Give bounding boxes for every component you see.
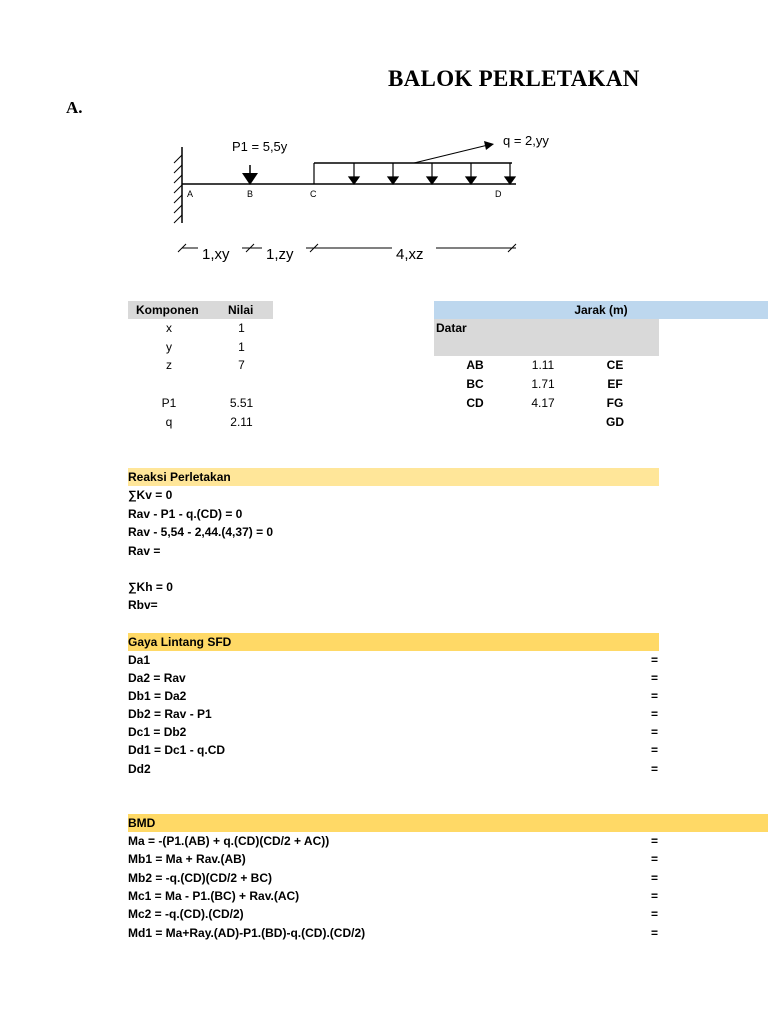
nilai-cell: 2.11	[230, 415, 253, 429]
sfd-line: Db1 = Da2	[128, 689, 187, 703]
datar-header: Datar	[436, 321, 467, 335]
dim-ab-label: 1,xy	[202, 246, 230, 263]
jarak-segment-2: EF	[607, 377, 623, 391]
bmd-line: Mc2 = -q.(CD).(CD/2)	[128, 907, 244, 921]
point-b-label: B	[247, 189, 254, 199]
sfd-equals: =	[651, 762, 659, 776]
reaksi-line: ∑Kh = 0	[128, 580, 173, 594]
bmd-line: Ma = -(P1.(AB) + q.(CD)(CD/2 + AC))	[128, 834, 330, 848]
komponen-cell: P1	[161, 396, 177, 410]
komponen-col-header: Komponen	[136, 303, 199, 317]
bmd-equals: =	[651, 834, 659, 848]
reaksi-header: Reaksi Perletakan	[128, 468, 659, 486]
reaksi-line: Rbv=	[128, 598, 158, 612]
sfd-line: Db2 = Rav - P1	[128, 707, 212, 721]
sfd-equals: =	[651, 707, 659, 721]
q-label: q = 2,yy	[503, 133, 549, 148]
bmd-header: BMD	[128, 814, 768, 832]
reaksi-line: Rav - P1 - q.(CD) = 0	[128, 507, 243, 521]
sfd-equals: =	[651, 671, 659, 685]
point-a-label: A	[187, 189, 194, 199]
page-title: BALOK PERLETAKAN	[388, 66, 640, 91]
sfd-equals: =	[651, 653, 659, 667]
jarak-segment-2: CE	[606, 358, 624, 372]
dist-load-arrows	[314, 163, 515, 184]
datar-header-bg	[434, 319, 659, 356]
bmd-equals: =	[651, 907, 659, 921]
p1-label: P1 = 5,5y	[232, 139, 288, 154]
beam-diagram	[160, 125, 580, 275]
jarak-segment-2: FG	[606, 396, 624, 410]
bmd-equals: =	[651, 871, 659, 885]
jarak-value: 1.11	[531, 358, 555, 372]
sfd-line: Dd2	[128, 762, 151, 776]
nilai-cell: 1	[238, 340, 245, 354]
reaksi-line: Rav =	[128, 544, 161, 558]
bmd-line: Md1 = Ma+Ray.(AD)-P1.(BD)-q.(CD).(CD/2)	[128, 926, 366, 940]
q-leader	[414, 145, 488, 163]
bmd-line: Mb2 = -q.(CD)(CD/2 + BC)	[128, 871, 272, 885]
sfd-equals: =	[651, 743, 659, 757]
point-d-label: D	[495, 189, 502, 199]
bmd-equals: =	[651, 889, 659, 903]
komponen-cell: z	[166, 358, 172, 372]
sfd-header: Gaya Lintang SFD	[128, 633, 659, 651]
jarak-header: Jarak (m)	[434, 301, 768, 319]
komponen-cell: y	[166, 340, 172, 354]
bmd-line: Mb1 = Ma + Rav.(AB)	[128, 852, 246, 866]
bmd-line: Mc1 = Ma - P1.(BC) + Rav.(AC)	[128, 889, 300, 903]
dim-cd-label: 4,xz	[396, 246, 424, 263]
reaksi-line: Rav - 5,54 - 2,44.(4,37) = 0	[128, 525, 274, 539]
fixed-support-hatch	[174, 155, 182, 223]
komponen-cell: x	[166, 321, 172, 335]
bmd-equals: =	[651, 852, 659, 866]
section-label: A.	[66, 98, 83, 117]
jarak-segment: CD	[466, 396, 484, 410]
point-c-label: C	[310, 189, 317, 199]
jarak-value: 1.71	[531, 377, 555, 391]
sfd-equals: =	[651, 725, 659, 739]
nilai-col-header: Nilai	[228, 303, 254, 317]
jarak-segment: BC	[466, 377, 484, 391]
jarak-value: 4.17	[531, 396, 555, 410]
jarak-segment: AB	[466, 358, 484, 372]
komponen-cell: q	[165, 415, 173, 429]
jarak-segment-2: GD	[606, 415, 624, 429]
sfd-line: Dc1 = Db2	[128, 725, 187, 739]
nilai-cell: 5.51	[229, 396, 254, 410]
reaksi-line: ∑Kv = 0	[128, 488, 173, 502]
sfd-equals: =	[651, 689, 659, 703]
sfd-line: Da1	[128, 653, 151, 667]
nilai-cell: 1	[238, 321, 245, 335]
sfd-line: Da2 = Rav	[128, 671, 186, 685]
bmd-equals: =	[651, 926, 659, 940]
dim-bc-label: 1,zy	[266, 246, 294, 263]
nilai-cell: 7	[238, 358, 245, 372]
sfd-line: Dd1 = Dc1 - q.CD	[128, 743, 226, 757]
